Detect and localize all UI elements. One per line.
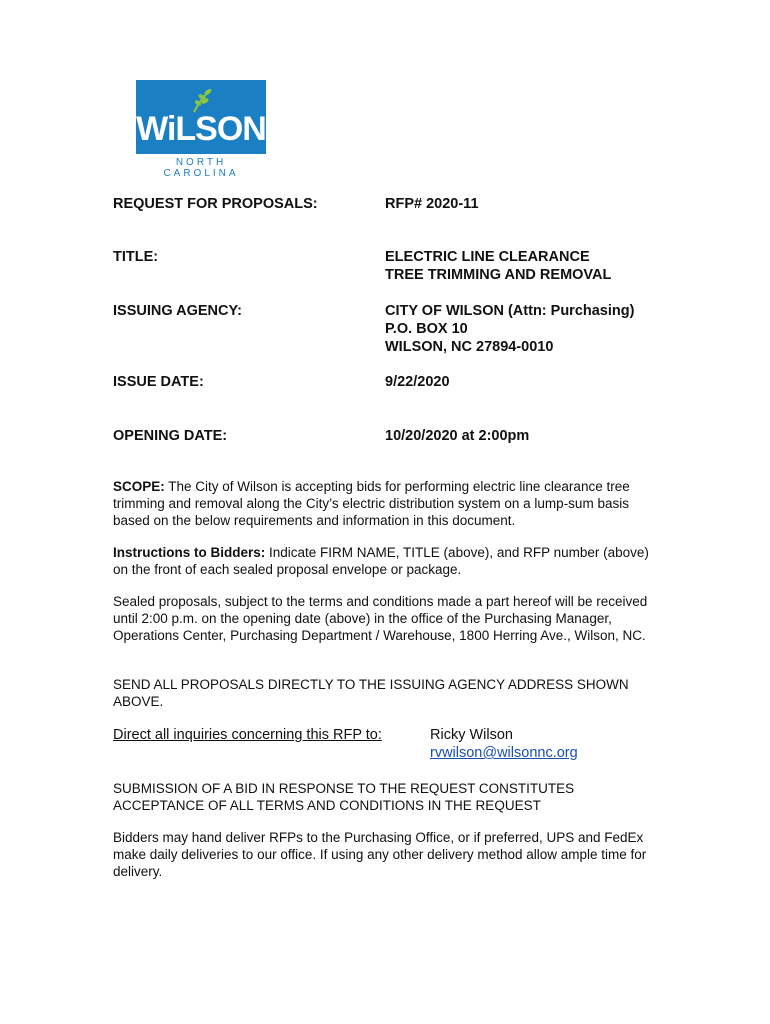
agency-value-line: CITY OF WILSON (Attn: Purchasing)	[385, 303, 635, 319]
rfp-value: RFP# 2020-11	[385, 196, 479, 212]
opening-date-value: 10/20/2020 at 2:00pm	[385, 428, 530, 444]
scope-text: The City of Wilson is accepting bids for performing electric line clearance tree trimming and removal along the City’s electric distribution system on a lump-sum basis based on the below requirements and information in this document.	[113, 479, 630, 528]
logo-wordmark: WiLSON	[136, 110, 266, 148]
title-value	[385, 248, 611, 284]
sealed-proposals-paragraph: Sealed proposals, subject to the terms and conditions made a part hereof will be received until 2:00 p.m. on the opening date (above) in the office of the Purchasing Manager, Operations Center, Purchasing Department / Warehouse, 1800 Herring Ave., Wilson, NC.	[113, 594, 648, 643]
logo-subtitle: NORTH CAROLINA	[163, 157, 239, 179]
inquiry-contact-name: Ricky Wilson	[430, 727, 513, 743]
inquiry-label: Direct all inquiries concerning this RFP to:	[113, 727, 382, 743]
inquiry-email-link[interactable]: rvwilson@wilsonnc.org	[430, 745, 578, 761]
title-label: TITLE:	[113, 249, 159, 265]
instructions-heading: Instructions to Bidders:	[113, 545, 266, 560]
scope-paragraph	[113, 478, 663, 529]
agency-label: ISSUING AGENCY:	[113, 303, 242, 319]
opening-date-label: OPENING DATE:	[113, 428, 228, 444]
issue-date-value: 9/22/2020	[385, 374, 450, 390]
instructions-paragraph	[113, 544, 663, 578]
submission-paragraph: SUBMISSION OF A BID IN RESPONSE TO THE REQUEST CONSTITUTES ACCEPTANCE OF ALL TERMS AND CONDITIONS IN THE REQUEST	[113, 781, 575, 813]
agency-value-line: P.O. BOX 10	[385, 321, 468, 337]
title-value-line: TREE TRIMMING AND REMOVAL	[385, 267, 612, 283]
scope-heading: SCOPE:	[113, 479, 165, 494]
title-value-line: ELECTRIC LINE CLEARANCE	[385, 249, 590, 265]
rfp-label: REQUEST FOR PROPOSALS:	[113, 196, 318, 212]
issue-date-label: ISSUE DATE:	[113, 374, 204, 390]
agency-value	[385, 302, 634, 356]
send-proposals-paragraph: SEND ALL PROPOSALS DIRECTLY TO THE ISSUING AGENCY ADDRESS SHOWN ABOVE.	[113, 677, 629, 709]
instructions-text: Indicate FIRM NAME, TITLE (above), and RFP number (above) on the front of each sealed proposal envelope or package.	[113, 545, 649, 577]
agency-value-line: WILSON, NC 27894-0010	[385, 339, 554, 355]
wilson-logo	[136, 80, 266, 179]
delivery-paragraph: Bidders may hand deliver RFPs to the Purchasing Office, or if preferred, UPS and FedEx make daily deliveries to our office. If using any other delivery method allow ample time for delivery.	[113, 830, 647, 879]
